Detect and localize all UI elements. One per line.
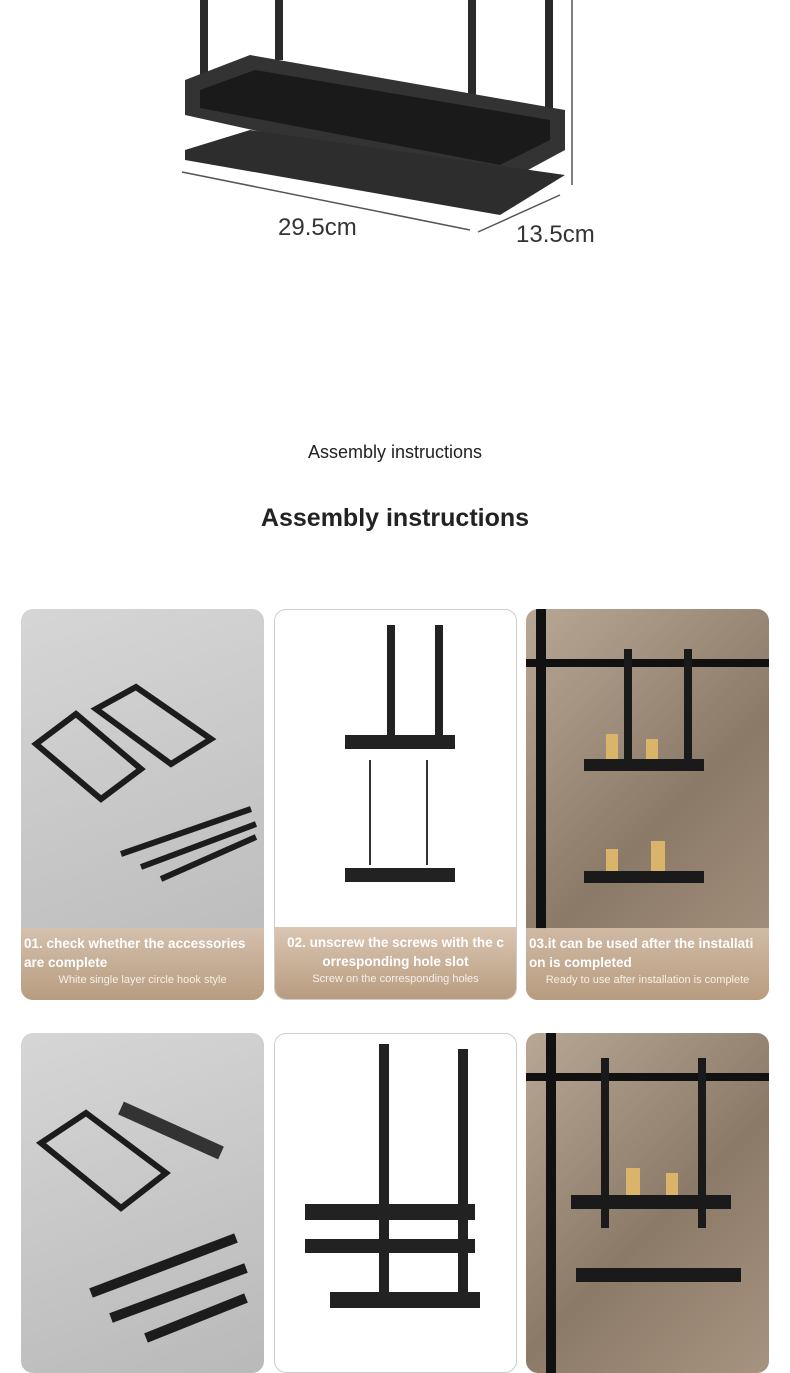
accessories-image: [21, 609, 264, 929]
step-card-1: [21, 609, 264, 1000]
hook-installed-card: [526, 1033, 769, 1373]
hook-diagram-card: [274, 1033, 517, 1373]
step-caption-1: [21, 928, 264, 1000]
hook-installed-photo: [526, 1033, 769, 1373]
step-caption-2: [275, 927, 516, 999]
step-subtitle: Screw on the corresponding holes: [312, 973, 479, 985]
hook-installation-diagram: [275, 1034, 517, 1373]
step-title: 03.it can be used after the installati on is completed: [529, 936, 754, 970]
installed-shelf-photo: [526, 609, 769, 929]
step-title: 02. unscrew the screws with the c orresponding hole slot: [287, 935, 504, 969]
product-dimension-drawing: [0, 0, 790, 260]
step-card-2: [274, 609, 517, 1000]
section-title: Assembly instructions: [260, 504, 530, 532]
step-subtitle: White single layer circle hook style: [58, 974, 227, 986]
section-subtitle: Assembly instructions: [307, 442, 483, 462]
installation-diagram: [275, 610, 517, 930]
step-caption-3: [526, 928, 769, 1000]
step-title: 01. check whether the accessories are complete: [24, 936, 246, 970]
hook-accessories-image: [21, 1033, 264, 1373]
depth-label: 13.5cm: [516, 221, 595, 248]
width-label: 29.5cm: [278, 214, 357, 241]
step-card-3: [526, 609, 769, 1000]
step-subtitle: Ready to use after installation is complete: [545, 974, 750, 986]
hook-accessories-card: [21, 1033, 264, 1373]
shelf-illustration: [0, 0, 790, 260]
